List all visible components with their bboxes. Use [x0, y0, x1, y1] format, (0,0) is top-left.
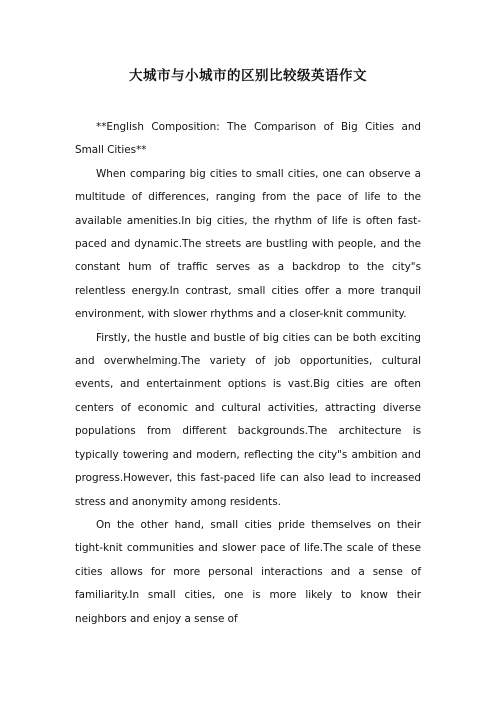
- paragraph-3: On the other hand, small cities pride themselves on their tight-knit communities and slower pace of life.The scale of these cities allows for more personal interactions and a sense of familiarity.In small cities, one is more likely to know their neighbors and enjoy a sense of: [75, 518, 421, 625]
- paragraph-1: When comparing big cities to small cities, one can observe a multitude of differences, ranging from the pace of life to the available amenities.In big cities, the rhythm of life is often fast-paced and dynamic.The streets are bustling with people, and the constant hum of traffic serves as a backdrop to the city"s relentless energy.In contrast, small cities offer a more tranquil environment, with slower rhythms and a closer-knit community.: [75, 167, 421, 321]
- document-title: 大城市与小城市的区别比较级英语作文: [129, 68, 367, 84]
- document-subtitle: **English Composition: The Comparison of Big Cities and Small Cities**: [75, 121, 421, 157]
- document-body: [75, 116, 421, 631]
- paragraph-2: Firstly, the hustle and bustle of big cities can be both exciting and overwhelming.The variety of job opportunities, cultural events, and entertainment options is vast.Big cities are often centers of economic and cultural activities, attracting diverse populations from different backgrounds.The architecture is typically towering and modern, reflecting the city"s ambition and progress.However, this fast-paced life can also lead to increased stress and anonymity among residents.: [75, 331, 421, 508]
